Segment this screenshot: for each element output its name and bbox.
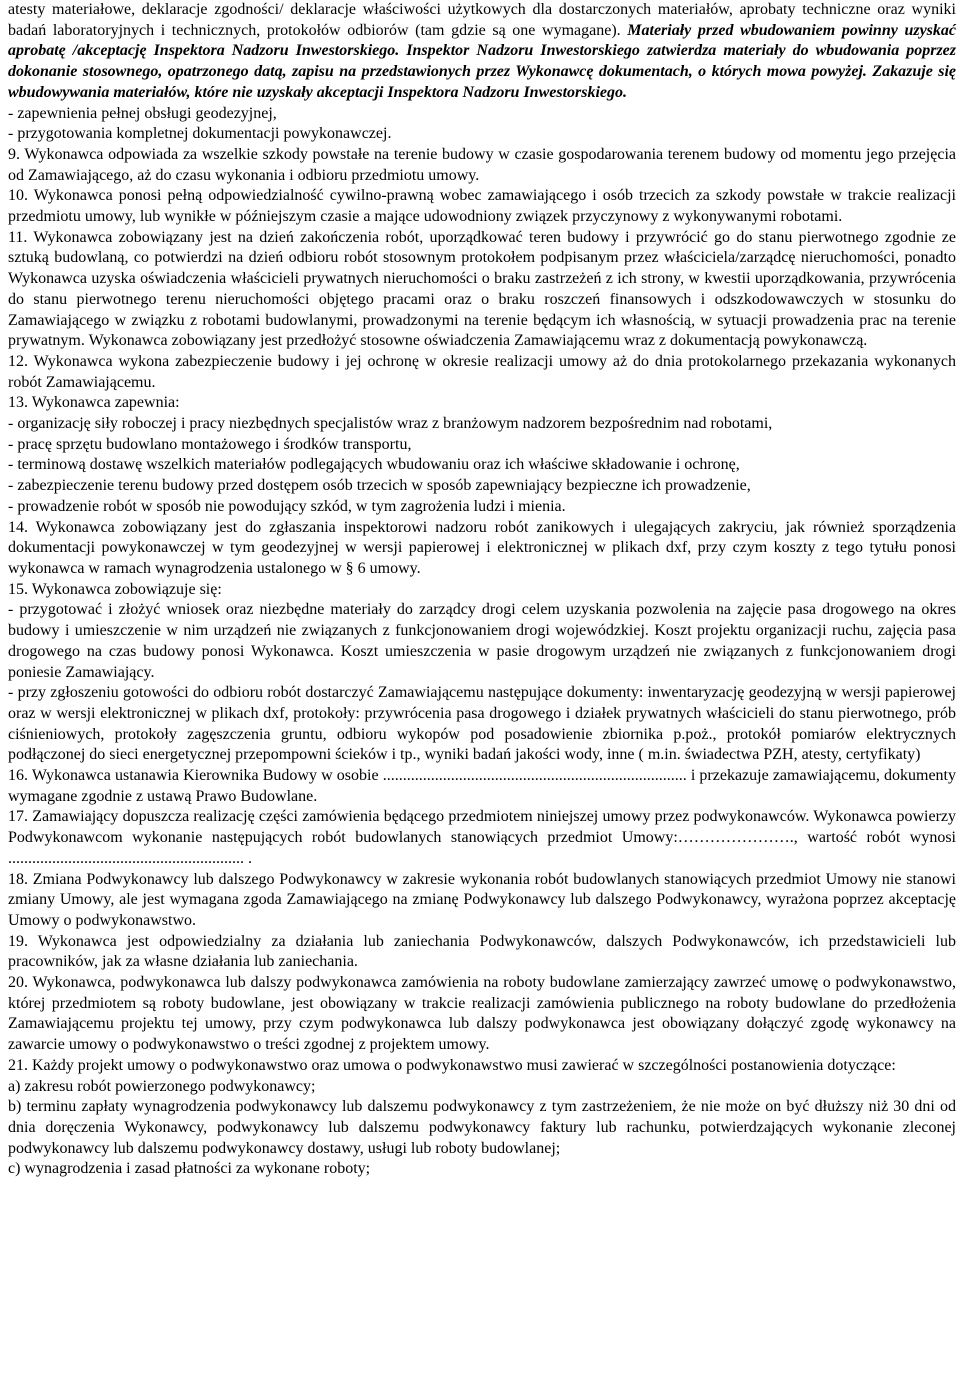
paragraph: - przygotowania kompletnej dokumentacji powykonawczej. bbox=[8, 125, 392, 143]
paragraph: 15. Wykonawca zobowiązuje się: bbox=[8, 580, 222, 598]
intro-emphasis: Materiały przed wbudowaniem powinny uzyskać aprobatę /akceptację Inspektora Nadzoru Inwestorskiego. Inspektor Nadzoru Inwestorskiego zatwierdza materiały do wbudowania poprzez dokonanie stosownego, opatrzonego datą, zapisu na przedstawionych przez Wykonawcę dokumentach, o których mowa powyżej. Zakazuje się wbudowywania materiałów, które nie uzyskały akceptacji Inspektora Nadzoru Inwestorskiego. bbox=[8, 21, 957, 101]
paragraph: 14. Wykonawca zobowiązany jest do zgłaszania inspektorowi nadzoru robót zanikowych i ulegających zakryciu, jak również sporządzenia dokumentacji powykonawczej w tym geodezyjnej w wersji papierowej i elektronicznej w plikach dxf, przy czym koszty z tego tytułu ponosi wykonawca w ramach wynagrodzenia ustalonego w § 6 umowy. bbox=[8, 518, 956, 577]
document-body bbox=[8, 104, 956, 1181]
paragraph: 18. Zmiana Podwykonawcy lub dalszego Podwykonawcy w zakresie wykonania robót budowlanych stanowiących przedmiot Umowy nie stanowi zmiany Umowy, ale jest wymagana zgoda Zamawiającego na zmianę Podwykonawcy lub dalszego Podwykonawcy, wyrażona poprzez akceptację Umowy o podwykonawstwo. bbox=[8, 870, 956, 929]
paragraph: - przy zgłoszeniu gotowości do odbioru robót dostarczyć Zamawiającemu następujące dokumenty: inwentaryzację geodezyjną w wersji papierowej oraz w wersji elektronicznej w plikach dxf, protokoły: przywrócenia pasa drogowego i działek prywatnych właścicieli do stanu pierwotnego, prób ciśnieniowych, protokoły zagęszczenia gruntu, odbioru wykopów pod posadowienie zbiornika p.poż., protokół pomiarów elektrycznych podłączonej do sieci energetycznej przepompowni ścieków i tp., wyniki badań jakości wody, inne ( m.in. świadectwa PZH, atesty, certyfikaty) bbox=[8, 684, 956, 764]
paragraph: b) terminu zapłaty wynagrodzenia podwykonawcy lub dalszemu podwykonawcy z tym zastrzeżeniem, że nie może on być dłuższy niż 30 dni od dnia doręczenia Wykonawcy, podwykonawcy lub dalszemu podwykonawcy faktury lub rachunku, potwierdzających wykonanie zleconej podwykonawcy lub dalszemu podwykonawcy dostawy, usługi lub roboty budowlanej; bbox=[8, 1098, 956, 1157]
intro-paragraph bbox=[8, 0, 956, 104]
paragraph: - prowadzenie robót w sposób nie powodujący szkód, w tym zagrożenia ludzi i mienia. bbox=[8, 497, 566, 515]
paragraph: - organizację siły roboczej i pracy niezbędnych specjalistów wraz z branżowym nadzorem bezpośrednim nad robotami, bbox=[8, 415, 773, 433]
paragraph: 21. Każdy projekt umowy o podwykonawstwo oraz umowa o podwykonawstwo musi zawierać w szczególności postanowienia dotyczące: bbox=[8, 1056, 896, 1074]
paragraph: 9. Wykonawca odpowiada za wszelkie szkody powstałe na terenie budowy w czasie gospodarowania terenem budowy od momentu jego przejęcia od Zamawiającego, aż do czasu wykonania i odbioru przedmiotu umowy. bbox=[8, 145, 956, 184]
paragraph: 17. Zamawiający dopuszcza realizację części zamówienia będącego przedmiotem niniejszej umowy przez podwykonawców. Wykonawca powierzy Podwykonawcom wykonanie następujących robót budowlanych stanowiących przedmiot Umowy:…………………., wartość robót wynosi ........................................................... . bbox=[8, 808, 956, 867]
paragraph: 10. Wykonawca ponosi pełną odpowiedzialność cywilno-prawną wobec zamawiającego i osób trzecich za szkody powstałe w trakcie realizacji przedmiotu umowy, lub wynikłe w późniejszym czasie a mające udowodniony związek przyczynowy z wykonywanymi robotami. bbox=[8, 187, 956, 226]
paragraph: - pracę sprzętu budowlano montażowego i środków transportu, bbox=[8, 435, 412, 453]
paragraph: 16. Wykonawca ustanawia Kierownika Budowy w osobie ............................................................................ i przekazuje zamawiającemu, dokumenty wymagane zgodnie z ustawą Prawo Budowlane. bbox=[8, 767, 956, 805]
paragraph: 12. Wykonawca wykona zabezpieczenie budowy i jej ochronę w okresie realizacji umowy aż do dnia protokolarnego przekazania wykonanych robót Zamawiającemu. bbox=[8, 352, 956, 391]
paragraph: - zapewnienia pełnej obsługi geodezyjnej, bbox=[8, 104, 277, 122]
paragraph: 20. Wykonawca, podwykonawca lub dalszy podwykonawca zamówienia na roboty budowlane zamierzający zawrzeć umowę o podwykonawstwo, której przedmiotem są roboty budowlane, jest obowiązany w trakcie realizacji zamówienia publicznego na roboty budowlane do przedłożenia Zamawiającemu projektu tej umowy, przy czym podwykonawca lub dalszy podwykonawca jest obowiązany dołączyć zgodę wykonawcy na zawarcie umowy o podwykonawstwo o treści zgodnej z projektem umowy. bbox=[8, 974, 956, 1054]
paragraph: - przygotować i złożyć wniosek oraz niezbędne materiały do zarządcy drogi celem uzyskania pozwolenia na zajęcie pasa drogowego na okres budowy i umieszczenie w nim urządzeń nie związanych z funkcjonowaniem drogi wojewódzkiej. Koszt projektu organizacji ruchu, zajęcia pasa drogowego na czas budowy ponosi Wykonawca. Koszt umieszczenia w pasie drogowym urządzeń nie związanych z funkcjonowaniem drogi poniesie Zamawiający. bbox=[8, 601, 956, 681]
paragraph: 11. Wykonawca zobowiązany jest na dzień zakończenia robót, uporządkować teren budowy i przywrócić go do stanu pierwotnego zgodnie ze sztuką budowlaną, co potwierdzi na dzień odbioru robót stosownym protokołem podpisanym przez właściciela/zarządcę nieruchomości, ponadto Wykonawca uzyska oświadczenia właścicieli prywatnych nieruchomości o braku zastrzeżeń z ich strony, w kwestii uporządkowania, przywrócenia do stanu pierwotnego terenu nieruchomości objętego pracami oraz o braku roszczeń finansowych i odszkodowawczych w stosunku do Zamawiającego w związku z robotami budowlanymi, prowadzonymi na terenie będącym ich własnością, w sytuacji prowadzenia prac na terenie prywatnym. Wykonawca zobowiązany jest przedłożyć stosowne oświadczenia Zamawiającemu wraz z dokumentacją powykonawczą. bbox=[8, 228, 956, 350]
paragraph: 13. Wykonawca zapewnia: bbox=[8, 394, 180, 412]
paragraph: a) zakresu robót powierzonego podwykonawcy; bbox=[8, 1077, 316, 1095]
paragraph: 19. Wykonawca jest odpowiedzialny za działania lub zaniechania Podwykonawców, dalszych Podwykonawców, ich przedstawicieli lub pracowników, jak za własne działania lub zaniechania. bbox=[8, 932, 956, 971]
paragraph: - zabezpieczenie terenu budowy przed dostępem osób trzecich w sposób zapewniający bezpieczne ich prowadzenie, bbox=[8, 477, 751, 495]
paragraph: c) wynagrodzenia i zasad płatności za wykonane roboty; bbox=[8, 1160, 371, 1178]
paragraph: - terminową dostawę wszelkich materiałów podlegających wbudowaniu oraz ich właściwe składowanie i ochronę, bbox=[8, 456, 740, 474]
intro-text: atesty materiałowe, deklaracje zgodności/ deklaracje właściwości użytkowych dla dostarczonych materiałów, aprobaty techniczne oraz wyniki badań laboratoryjnych i technicznych, protokołów odbiorów (tam gdzie są one wymagane). bbox=[8, 1, 956, 39]
